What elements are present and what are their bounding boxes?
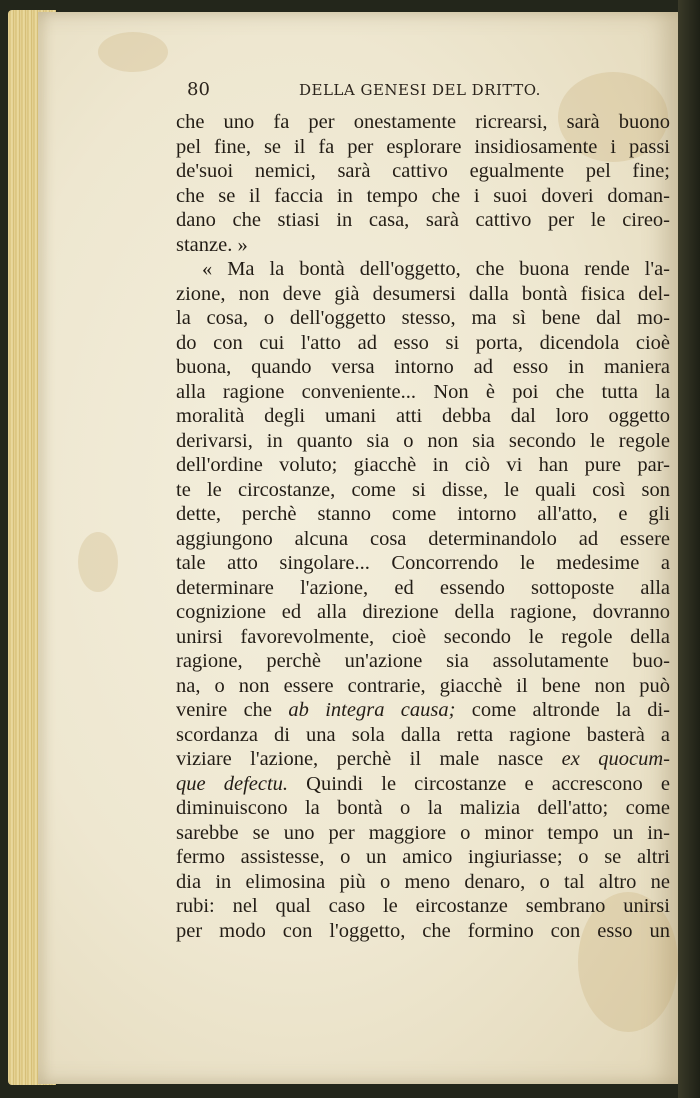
text-line: ragione, perchè un'azione sia assolutamente buo- (176, 650, 670, 672)
body-text (176, 110, 670, 943)
italic-phrase: ex quocum- (561, 748, 670, 770)
text-line: dell'ordine voluto; giacchè in ciò vi han pure par- (176, 454, 670, 476)
text-line: aggiungono alcuna cosa determinandolo ad essere (176, 527, 670, 550)
text-line: per modo con l'oggetto, che formino con esso un (176, 919, 670, 942)
page-number: 80 (187, 79, 210, 100)
text-line: determinare l'azione, ed essendo sottoposte alla (176, 576, 670, 599)
text-line: moralità degli umani atti debba dal loro oggetto (176, 405, 670, 427)
text-line: tale atto singolare... Concorrendo le medesime a (176, 552, 670, 574)
text-line: zione, non deve già desumersi dalla bontà fisica del- (176, 282, 670, 305)
text-line: sarebbe se uno per maggiore o minor tempo un in- (176, 821, 670, 844)
text-line: che se il faccia in tempo che i suoi doveri doman- (176, 184, 670, 207)
text-line: fermo assistesse, o un amico ingiuriasse; o se altri (176, 846, 670, 868)
text-line: buona, quando versa intorno ad esso in maniera (176, 356, 670, 378)
text-line: rubi: nel qual caso le eircostanze sembrano unirsi (176, 895, 670, 917)
text-line: stanze. » (176, 233, 248, 256)
text-line: la cosa, o dell'oggetto stesso, ma sì bene dal mo- (176, 307, 670, 329)
text-line: « Ma la bontà dell'oggetto, che buona rende l'a- (202, 258, 670, 280)
text-segment: viziare l'azione, perchè il male nasce (176, 748, 544, 770)
text-line: do con cui l'atto ad esso si porta, dicendola cioè (176, 331, 670, 354)
text-segment: Quindi le circostanze e accrescono e (288, 772, 670, 795)
text-line: alla ragione conveniente... Non è poi che tutta la (176, 380, 670, 403)
text-line: scordanza di una sola dalla retta ragione basterà a (176, 723, 670, 746)
text-line: che uno fa per onestamente ricrearsi, sarà buono (176, 111, 670, 133)
text-line: dia in elimosina più o meno denaro, o tal altro ne (176, 870, 670, 893)
italic-phrase: que defectu. (176, 772, 289, 795)
text-line: de'suoi nemici, sarà cattivo egualmente pel fine; (176, 160, 670, 182)
italic-phrase: ab integra causa; (288, 699, 456, 721)
page-header (187, 77, 567, 103)
text-line: dette, perchè stanno come intorno all'atto, e gli (176, 503, 670, 525)
text-line-mixed (176, 772, 670, 797)
text-segment: venire che (176, 699, 289, 721)
text-line: na, o non essere contrarie, giacchè il bene non può (176, 674, 670, 697)
scan-background-edge (678, 0, 700, 1098)
text-line: te le circostanze, come si disse, le quali così son (176, 478, 670, 501)
paper-stain (78, 532, 118, 592)
text-line: diminuiscono la bontà o la malizia dell'atto; come (176, 797, 670, 819)
text-line: pel fine, se il fa per esplorare insidiosamente i passi (176, 135, 670, 158)
text-line: unirsi favorevolmente, cioè secondo le regole della (176, 625, 670, 648)
text-line-mixed (176, 747, 670, 772)
paper-stain (98, 32, 168, 72)
text-line: cognizione ed alla direzione della ragione, dovranno (176, 601, 670, 623)
running-head: DELLA GENESI DEL DRITTO. (299, 81, 541, 99)
text-line-mixed (176, 698, 670, 723)
text-line: dano che stiasi in casa, sarà cattivo per le cireo- (176, 209, 670, 231)
text-segment: come altronde la di- (455, 699, 670, 721)
text-line: derivarsi, in quanto sia o non sia secondo le regole (176, 429, 670, 452)
